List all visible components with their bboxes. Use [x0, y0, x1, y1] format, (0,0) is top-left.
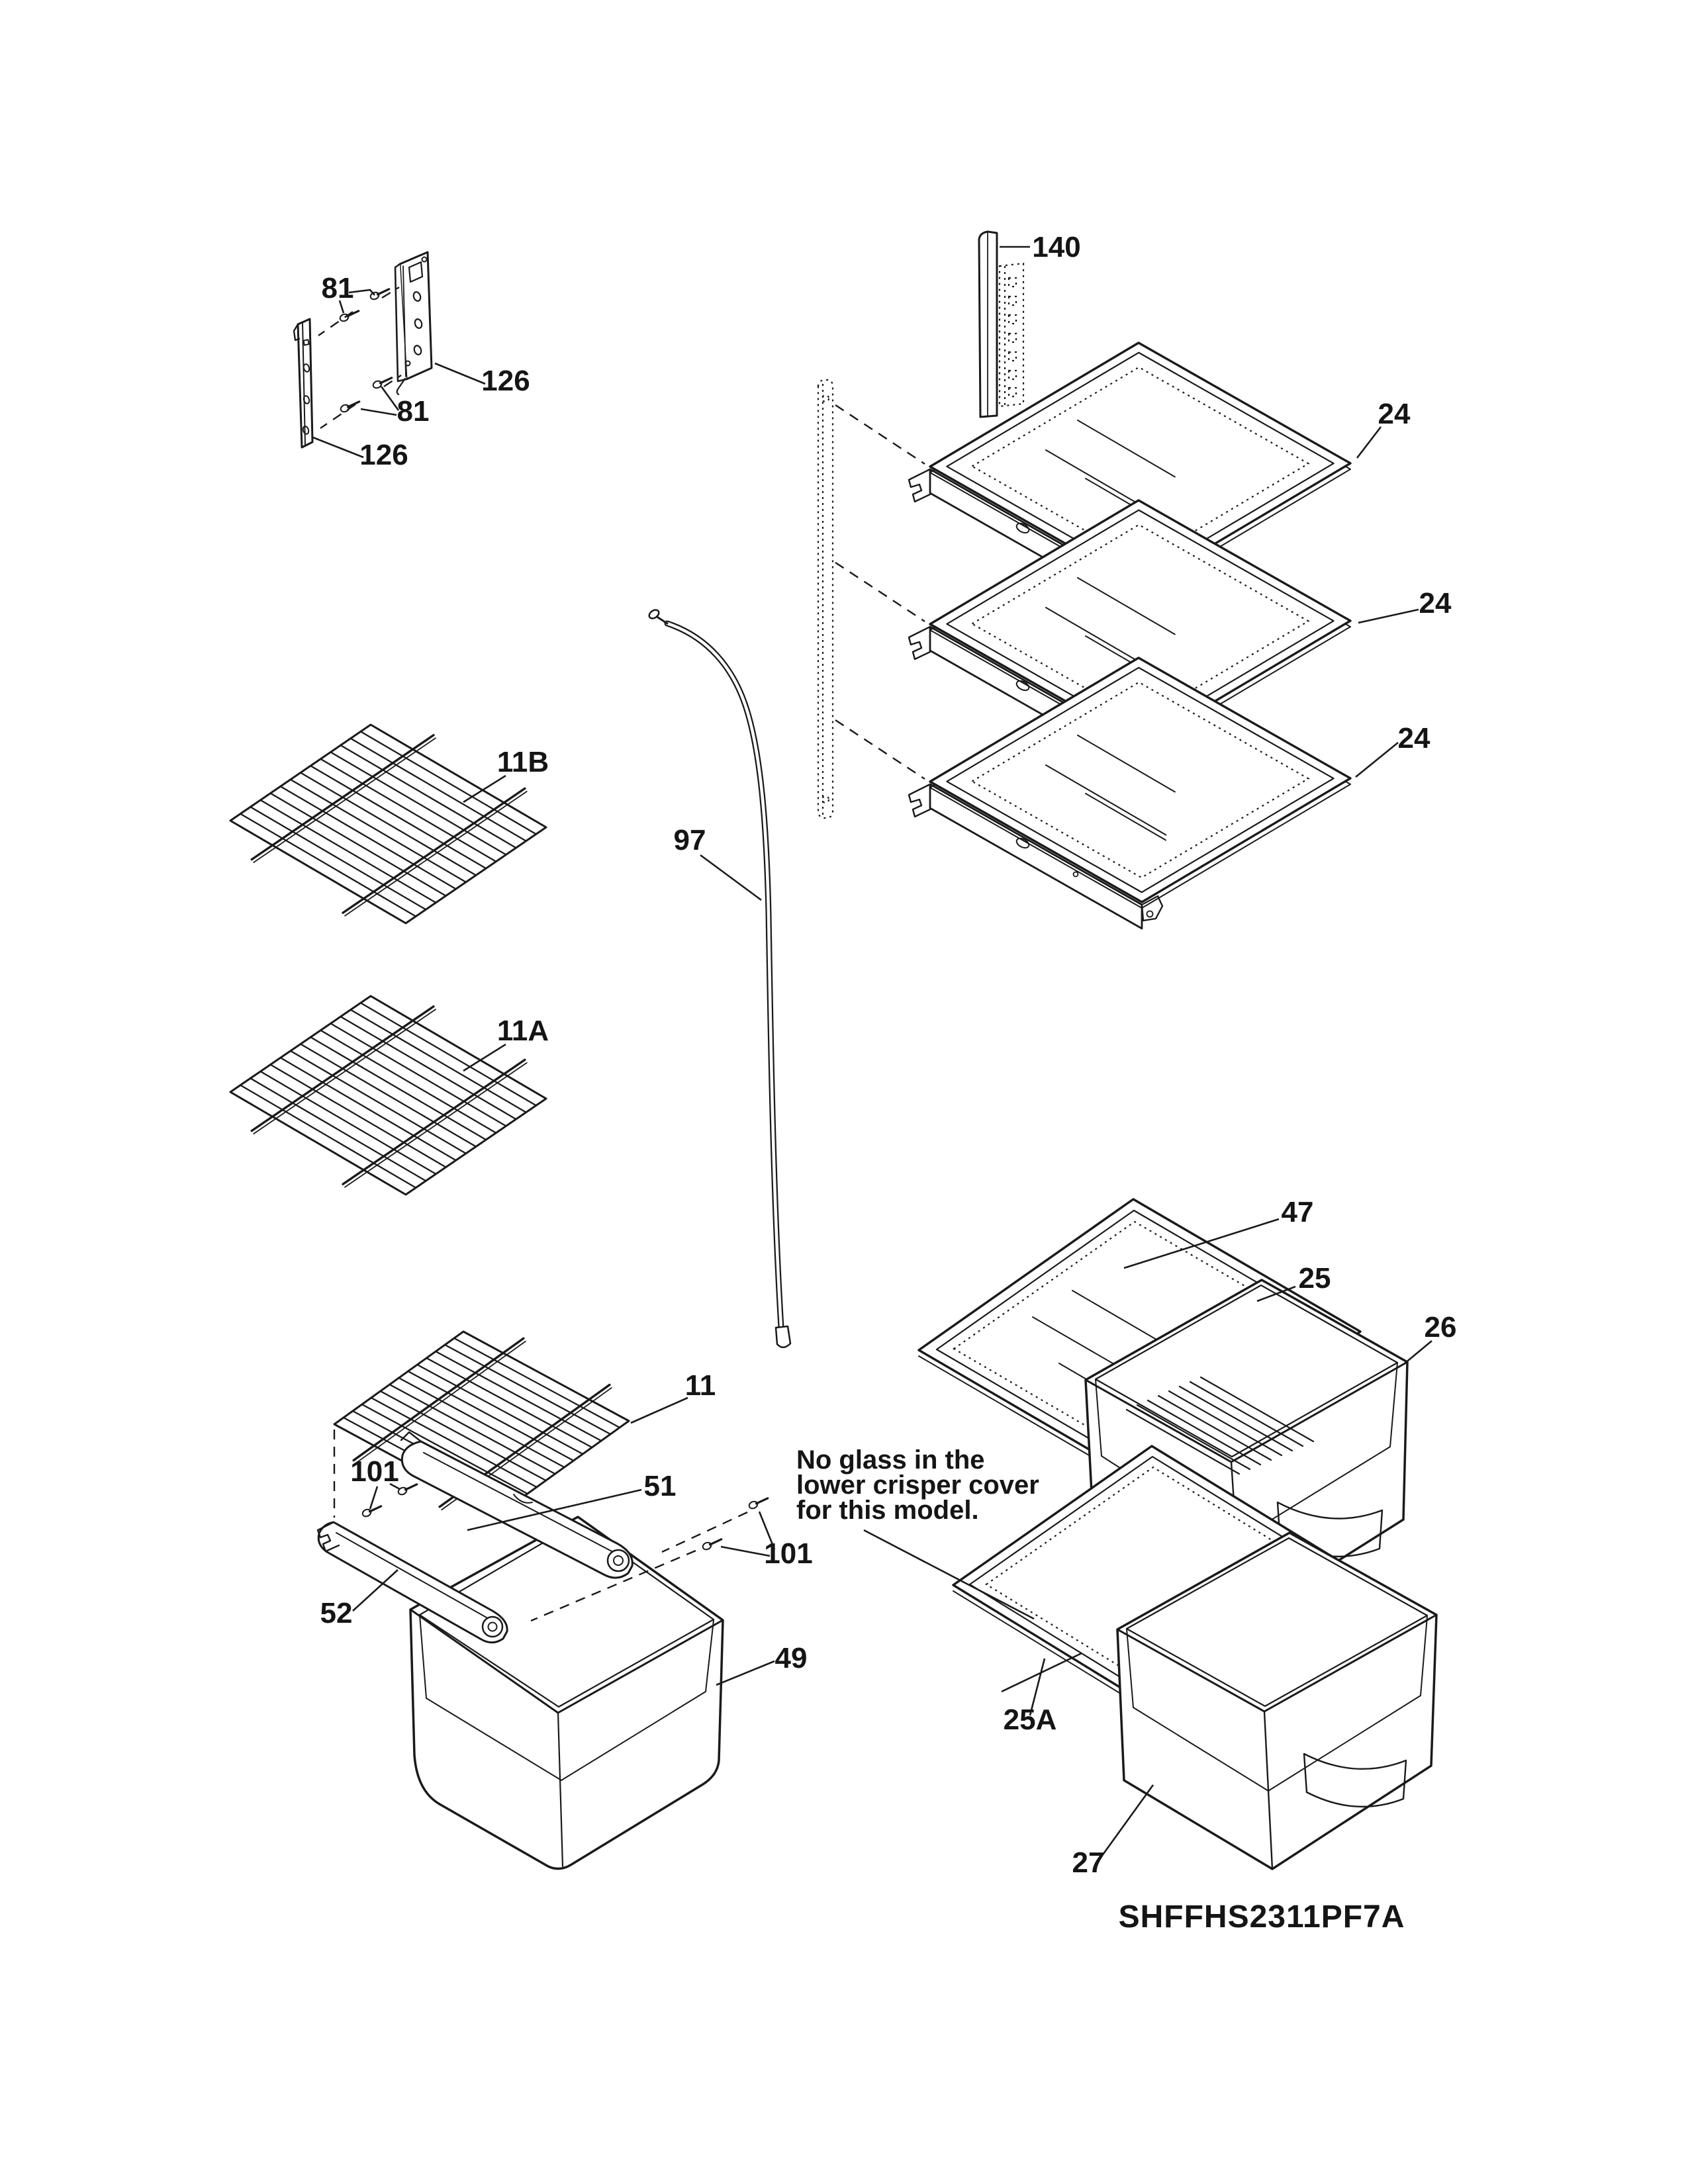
part-label-140: 140	[1032, 231, 1081, 263]
part-label-26: 26	[1424, 1311, 1457, 1343]
part-label-52: 52	[320, 1597, 353, 1629]
part-label-25A: 25A	[1003, 1704, 1057, 1736]
dashed-line-rail-shelf-2	[835, 563, 925, 621]
part-label-47: 47	[1281, 1196, 1314, 1228]
crisper-bin-49	[410, 1517, 723, 1869]
part-label-126-bottom: 126	[359, 439, 408, 471]
glass-shelves-24	[909, 343, 1350, 929]
part-label-97: 97	[673, 824, 706, 856]
screw	[748, 1495, 769, 1510]
leader-line-11	[631, 1398, 688, 1423]
part-label-101-left: 101	[350, 1455, 399, 1488]
note-line-2: lower crisper cover	[796, 1471, 1039, 1500]
part-label-24-2: 24	[1419, 587, 1452, 619]
dashed-line-rail-shelf-3	[835, 720, 925, 779]
part-label-25: 25	[1298, 1262, 1331, 1295]
bracket-rail-left	[294, 319, 312, 447]
note-block	[796, 1445, 1039, 1525]
dashed-line-bracket-3	[320, 404, 355, 428]
leader-line-24-1	[1357, 427, 1381, 458]
leader-line-101-left-b	[370, 1486, 377, 1509]
leader-line-101-right-a	[721, 1547, 770, 1556]
leader-line-26	[1405, 1341, 1432, 1363]
note-line-3: for this model.	[796, 1496, 979, 1525]
leader-line-11B	[463, 776, 506, 802]
model-number: SHFFHS2311PF7A	[1118, 1899, 1405, 1934]
bracket-screws	[339, 286, 393, 413]
leader-line-49	[716, 1661, 774, 1685]
leader-line-126-right	[435, 363, 485, 384]
part-label-51: 51	[643, 1470, 677, 1502]
leader-line-11A	[463, 1044, 506, 1071]
dashed-line-bracket-1	[318, 312, 353, 336]
leader-line-81-lower	[381, 387, 399, 410]
screw	[702, 1536, 723, 1551]
part-label-11B: 11B	[496, 746, 549, 778]
glass-shelf-24-3	[909, 658, 1350, 929]
part-label-81-lower: 81	[397, 395, 430, 428]
leader-line-27	[1098, 1785, 1153, 1861]
leader-line-126-bottom	[313, 437, 363, 457]
part-label-49: 49	[774, 1642, 808, 1674]
water-tube-97	[647, 608, 790, 1347]
screw	[397, 1481, 418, 1496]
part-label-101-right: 101	[764, 1537, 813, 1570]
dashed-line-screw-right-2	[662, 1512, 747, 1552]
dashed-line-rail-shelf-1	[835, 405, 925, 464]
part-label-24-1: 24	[1378, 398, 1411, 430]
screw	[340, 398, 361, 413]
note-line-1: No glass in the	[796, 1445, 985, 1475]
shelf-rail-dashed-left	[818, 380, 833, 818]
leader-line-81-lower-2	[361, 409, 397, 415]
bracket-rail-right	[395, 252, 432, 394]
leader-line-97	[700, 855, 761, 900]
part-label-126-right: 126	[481, 365, 530, 397]
leader-line-24-3	[1356, 743, 1398, 777]
part-label-27: 27	[1072, 1846, 1105, 1879]
part-label-11A: 11A	[496, 1015, 549, 1047]
part-label-24-3: 24	[1397, 722, 1430, 754]
part-label-11: 11	[684, 1369, 716, 1402]
leader-line-24-2	[1358, 610, 1419, 623]
shelf-rail-140	[979, 232, 1023, 417]
leader-line-25A-b	[1002, 1653, 1082, 1692]
part-label-81-top: 81	[321, 272, 354, 304]
